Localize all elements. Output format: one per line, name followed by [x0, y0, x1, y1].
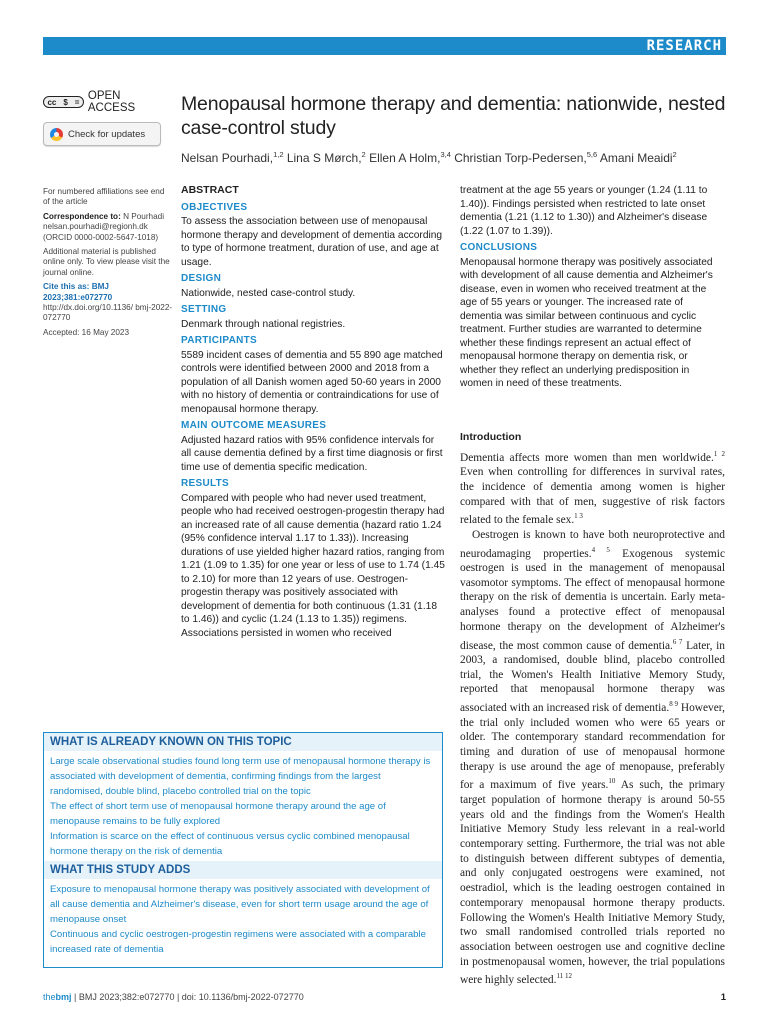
- author[interactable]: Amani Meaidi: [599, 151, 673, 165]
- reference[interactable]: 11 12: [556, 972, 572, 981]
- known-list: [44, 751, 442, 861]
- correspondence-email[interactable]: nelsan.pourhadi@regionh.dk: [43, 222, 148, 232]
- adds-list: [44, 879, 442, 959]
- results-text: Compared with people who had never used treatment, people who had received oestrogen-progestin therapy had an increased rate of all cause dementia (hazard ratio 1.24 (95% confidence interval 1.17 to 1.33)). Increasing durations of use yielded higher hazard ratios, ranging from 1.21 (1.09 to 1.35) for one year or less of use to 1.74 (1.45 to 2.10) for more than 12 years of use. Oestrogen-progestin therapy was positively associated with development of dementia for both continuous (1.31 (1.18 to 1.46)) and cyclic (1.24 (1.13 to 1.35)) regimens. Associations persisted in women who received: [181, 492, 445, 639]
- intro-paragraph: Oestrogen is known to have both neuroprotective and neurodamaging properties.$^{4 5}$ Exogenous systemic oestrogen is used in the management of menopausal vasomotor symptoms. The effect of menopausal hormone therapy on the risk of dementia is uncertain. Early meta-analyses found a protective effect of menopausal hormone therapy on the development of Alzheimer's disease, the most common cause of dementia.$^{6 7}$ Later, in 2003, a randomised, double blind, placebo controlled trial, the Women's Health Initiative Memory Study, reported that menopausal hormone therapy was associated with an increased risk of dementia.$^{8 9}$ However, the trial only included women who were 65 years or older. The contemporary standard recommendation for timing and duration of use of menopausal hormone therapy is use around the age of menopause, preferably for a maximum of five years.$^{10}$ As such, the primary target population of hormone therapy is around 50-55 years old and the findings from the Women's Health Initiative Memory Study less relevant in a real-world contemporary setting. Furthermore, the trial was not able to distinguish between different subtypes of dementia, and only conjugated oestrogens were examined, not oestradiol, which is the leading oestrogen contained in contemporary menopausal hormone therapy products. Following the Women's Health Initiative Memory Study, two small randomised controlled trials reported no association between oestrogen use and cognitive decline in postmenopausal women, however, the trial populations were highly selected.$^{11 12}$: [460, 528, 726, 987]
- abstract-heading: ABSTRACT: [181, 184, 239, 196]
- known-item: Large scale observational studies found long term use of menopausal hormone therapy is associated with development of dementia, confirming findings from the largest randomised, double blind, placebo controlled trial on the topic: [50, 756, 431, 797]
- known-item: Information is scarce on the effect of continuous versus cyclic combined menopausal hormone therapy on the risk of dementia: [50, 831, 410, 857]
- abstract-column-2: [460, 184, 725, 391]
- outcome-heading: MAIN OUTCOME MEASURES: [181, 420, 327, 431]
- outcome-text: Adjusted hazard ratios with 95% confidence intervals for all cause dementia defined by a first time diagnosis or first time use of dementia specific medication.: [181, 434, 443, 473]
- article-meta: [43, 187, 173, 342]
- reference[interactable]: 8 9: [669, 700, 678, 709]
- additional-material-note: Additional material is published online only. To view please visit the journal online.: [43, 247, 170, 277]
- author-list: Nelsan Pourhadi,$^{1,2}$ Lina S Mørch,$^2$ Ellen A Holm,$^{3,4}$ Christian Torp-Pedersen,$^{5,6}$ Amani Meaidi$^2$: [181, 150, 677, 165]
- conclusions-text: Menopausal hormone therapy was positively associated with development of all cause dementia and Alzheimer's disease, even in women who received treatment at the age of 55 years or younger. The increased rate of dementia was similar between continuous and cyclic treatment. Further studies are warranted to determine whether these findings represent an actual effect of menopausal hormone therapy on dementia risk, or whether they reflect an underlying predisposition in women in need of these treatments.: [460, 256, 713, 389]
- page-footer: [43, 992, 726, 1002]
- page-number: 1: [720, 992, 726, 1003]
- accepted-date: Accepted: 16 May 2023: [43, 327, 130, 337]
- adds-item: Exposure to menopausal hormone therapy was positively associated with development of all cause dementia and Alzheimer's disease, even for short term usage around the age of menopause onset: [50, 884, 430, 925]
- results-text-continued: treatment at the age 55 years or younger (1.24 (1.11 to 1.40)). Findings persisted when restricted to late onset dementia (1.21 (1.12 to 1.30)) and Alzheimer's disease (1.22 (1.07 to 1.39)).: [460, 185, 708, 237]
- reference[interactable]: 1 3: [574, 512, 583, 521]
- correspondence: Correspondence to: N Pourhadi nelsan.pourhadi@regionh.dk (ORCID 0000-0002-5647-1018): [43, 211, 165, 242]
- check-updates-label: Check for updates: [68, 128, 146, 140]
- section-band: [43, 37, 726, 55]
- author[interactable]: Ellen A Holm,: [369, 151, 441, 165]
- known-item: The effect of short term use of menopausal hormone therapy around the age of menopause remains to be fully explored: [50, 801, 386, 827]
- affiliations-note: For numbered affiliations see end of the article: [43, 187, 165, 207]
- reference[interactable]: 10: [608, 777, 616, 786]
- reference[interactable]: 6 7: [672, 637, 683, 646]
- orcid[interactable]: (ORCID 0000-0002-5647-1018): [43, 232, 159, 242]
- participants-text: 5589 incident cases of dementia and 55 890 age matched controls were identified between 2000 and 2018 from a population of all Danish women aged 50-60 years in 2000 with no history of dementia or contraindications for use of menopausal hormone therapy.: [181, 349, 443, 415]
- article-title: Menopausal hormone therapy and dementia: nationwide, nested case-control study: [181, 93, 726, 139]
- reference[interactable]: 4 5: [591, 545, 610, 554]
- objectives-heading: OBJECTIVES: [181, 201, 248, 213]
- setting-text: Denmark through national registries.: [181, 318, 346, 330]
- introduction-section: [460, 430, 725, 988]
- introduction-heading: Introduction: [460, 431, 522, 443]
- footer-citation: | BMJ 2023;382:e072770 | doi: 10.1136/bmj-2022-072770: [71, 992, 304, 1002]
- reference[interactable]: 1 2: [713, 449, 726, 458]
- participants-heading: PARTICIPANTS: [181, 335, 258, 346]
- design-heading: DESIGN: [181, 273, 222, 284]
- check-updates-button[interactable]: [43, 122, 161, 146]
- author[interactable]: Lina S Mørch,: [286, 151, 362, 165]
- section-label: RESEARCH: [646, 38, 722, 54]
- cite-as: Cite this as: BMJ 2023;381:e072770 http://dx.doi.org/10.1136/ bmj-2022-072770: [43, 282, 173, 323]
- adds-item: Continuous and cyclic oestrogen-progestin regimens were associated with a comparable increased rate of dementia: [50, 929, 426, 955]
- doi-link[interactable]: http://dx.doi.org/10.1136/ bmj-2022-072770: [43, 303, 173, 323]
- cc-license-icon: cc $ =: [43, 96, 84, 108]
- author[interactable]: Nelsan Pourhadi,: [181, 151, 274, 165]
- objectives-text: To assess the association between use of menopausal hormone therapy and development of dementia according to type of hormone treatment, duration of use, and age at usage.: [181, 216, 443, 268]
- open-access-badge[interactable]: [43, 90, 168, 114]
- open-access-label: OPEN ACCESS: [87, 90, 136, 114]
- abstract-column-1: [181, 184, 446, 640]
- author[interactable]: Christian Torp-Pedersen,: [454, 151, 587, 165]
- design-text: Nationwide, nested case-control study.: [181, 287, 356, 299]
- results-heading: RESULTS: [181, 478, 230, 489]
- adds-heading: WHAT THIS STUDY ADDS: [44, 861, 442, 879]
- crossmark-icon: [50, 128, 63, 141]
- intro-paragraph: Dementia affects more women than men worldwide.$^{1 2}$ Even when controlling for differences in survival rates, the incidence of dementia among women is higher compared with that of men, suggestive of risk factors related to the female sex.$^{1 3}$: [460, 449, 726, 527]
- conclusions-heading: CONCLUSIONS: [460, 242, 538, 253]
- summary-box: [43, 732, 443, 968]
- bmj-logo[interactable]: thebmj: [43, 992, 72, 1002]
- known-heading: WHAT IS ALREADY KNOWN ON THIS TOPIC: [44, 733, 442, 751]
- setting-heading: SETTING: [181, 304, 227, 315]
